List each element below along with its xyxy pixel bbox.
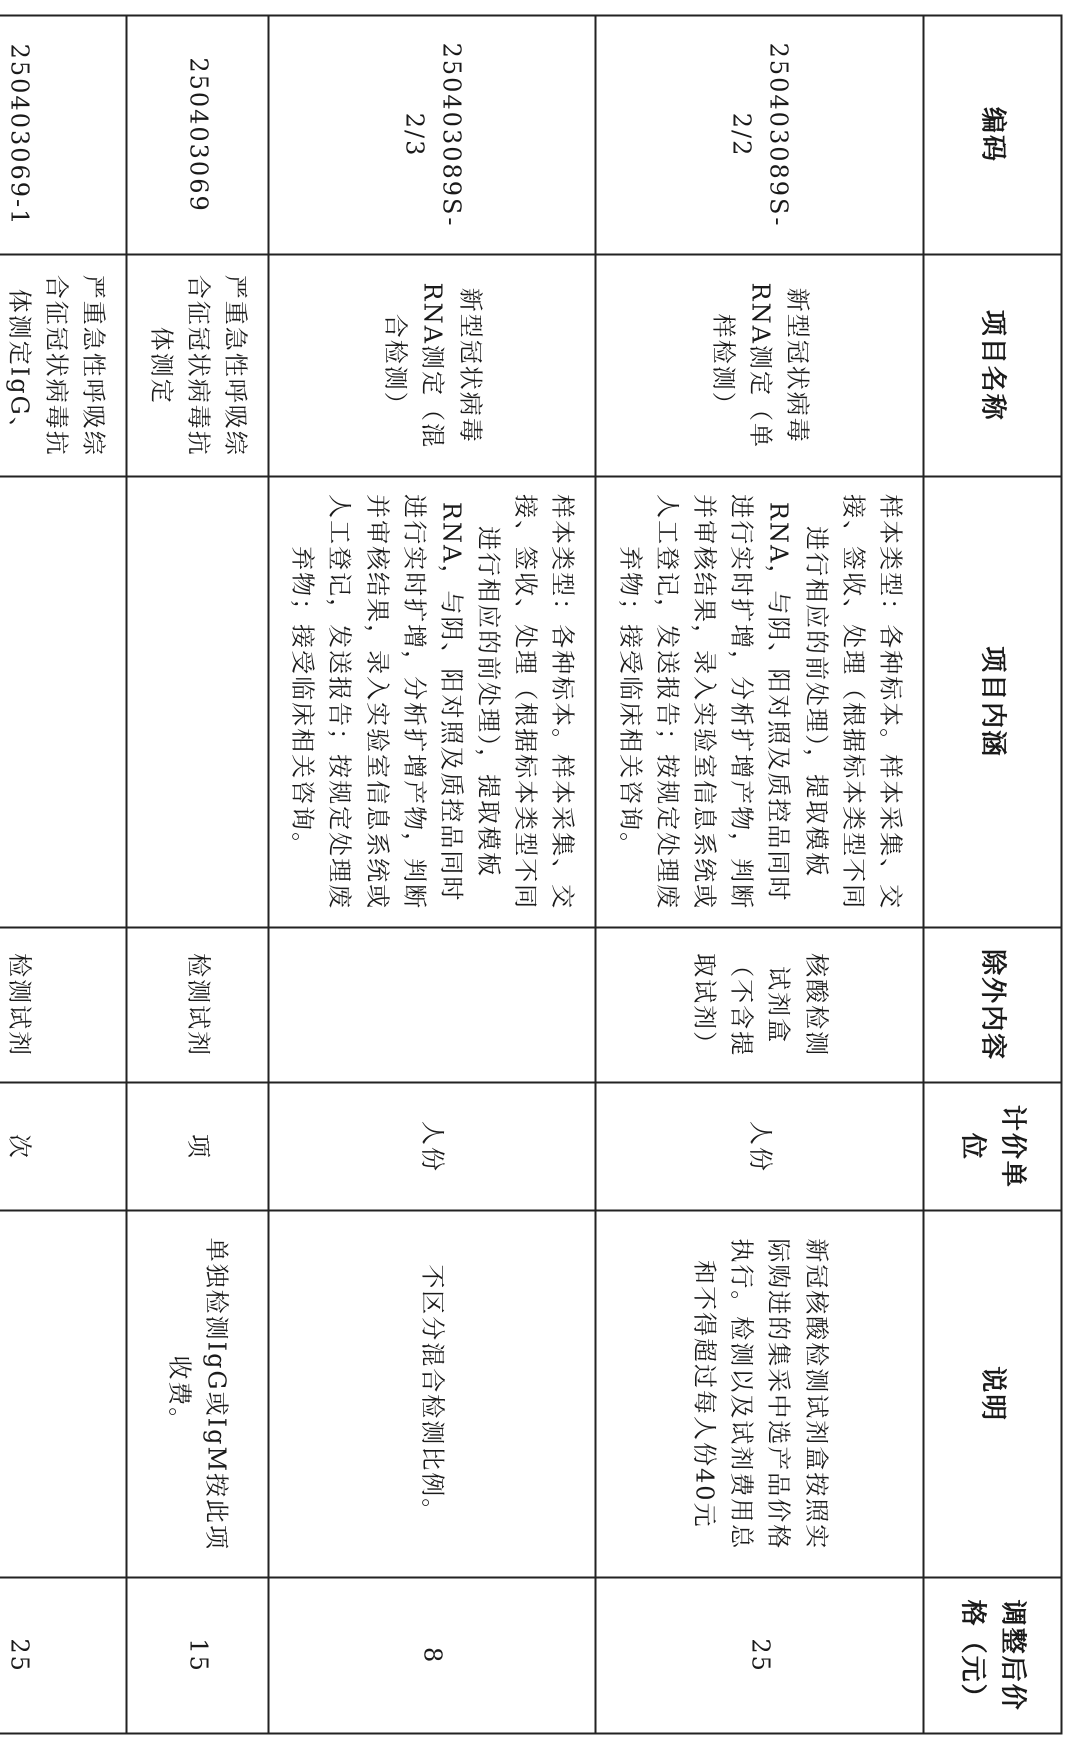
row-adjusted-price: 8 [269, 1578, 597, 1734]
row-item-content: 样本类型：各种标本。样本采集、交接、签收、处理（根据标本类型不同进行相应的前处理），提取模板RNA，与阴、阳对照及质控品同时进行实时扩增，分析扩增产物，判断并审核结果，录入实验室信息系统或人工登记，发送报告；按规定处理废弃物；接受临床相关咨询。 [269, 477, 597, 927]
row-pricing-unit: 项 [127, 1083, 269, 1211]
row-pricing-unit: 人份 [596, 1083, 924, 1211]
row-adjusted-price: 25 [0, 1578, 127, 1734]
row-exclusion: 检测试剂 [127, 927, 269, 1083]
header-adjusted-price: 调整后价格（元） [924, 1578, 1062, 1734]
table-row [0, 16, 127, 1734]
header-item-content: 项目内涵 [924, 477, 1062, 927]
row-item-name: 新型冠状病毒RNA测定（单样检测） [596, 255, 924, 477]
table-row [596, 16, 924, 1734]
row-item-name: 新型冠状病毒RNA测定（混合检测） [269, 255, 597, 477]
row-adjusted-price: 25 [596, 1578, 924, 1734]
header-code: 编码 [924, 16, 1062, 255]
row-exclusion: 检测试剂 [0, 927, 127, 1083]
row-adjusted-price: 15 [127, 1578, 269, 1734]
table-row [127, 16, 269, 1734]
row-code: 250403089S-2/3 [269, 16, 597, 255]
row-code: 250403069 [127, 16, 269, 255]
row-code: 250403069-1 [0, 16, 127, 255]
row-note [0, 1211, 127, 1578]
row-item-name: 严重急性呼吸综合征冠状病毒抗体测定IgG、 [0, 255, 127, 477]
row-code: 250403089S-2/2 [596, 16, 924, 255]
row-item-content: 样本类型：各种标本。样本采集、交接、签收、处理（根据标本类型不同进行相应的前处理），提取模板RNA，与阴、阳对照及质控品同时进行实时扩增，分析扩增产物，判断并审核结果，录入实验室信息系统或人工登记，发送报告；按规定处理废弃物；接受临床相关咨询。 [596, 477, 924, 927]
header-pricing-unit: 计价单位 [924, 1083, 1062, 1211]
header-note: 说明 [924, 1211, 1062, 1578]
row-item-content [127, 477, 269, 927]
header-item-name: 项目名称 [924, 255, 1062, 477]
row-exclusion [269, 927, 597, 1083]
row-note: 新冠核酸检测试剂盒按照实际购进的集采中选产品价格执行。检测以及试剂费用总和不得超过每人份40元 [596, 1211, 924, 1578]
row-item-name: 严重急性呼吸综合征冠状病毒抗体测定 [127, 255, 269, 477]
rotated-price-table [5, 15, 1063, 1735]
row-note: 不区分混合检测比例。 [269, 1211, 597, 1578]
row-item-content [0, 477, 127, 927]
row-pricing-unit: 次 [0, 1083, 127, 1211]
header-exclusion: 除外内容 [924, 927, 1062, 1083]
header-row [924, 16, 1062, 1734]
row-note: 单独检测IgG或IgM按此项收费。 [127, 1211, 269, 1578]
row-exclusion: 核酸检测试剂盒（不含提取试剂） [596, 927, 924, 1083]
table-row [269, 16, 597, 1734]
price-adjustment-table [0, 15, 1063, 1735]
row-pricing-unit: 人份 [269, 1083, 597, 1211]
